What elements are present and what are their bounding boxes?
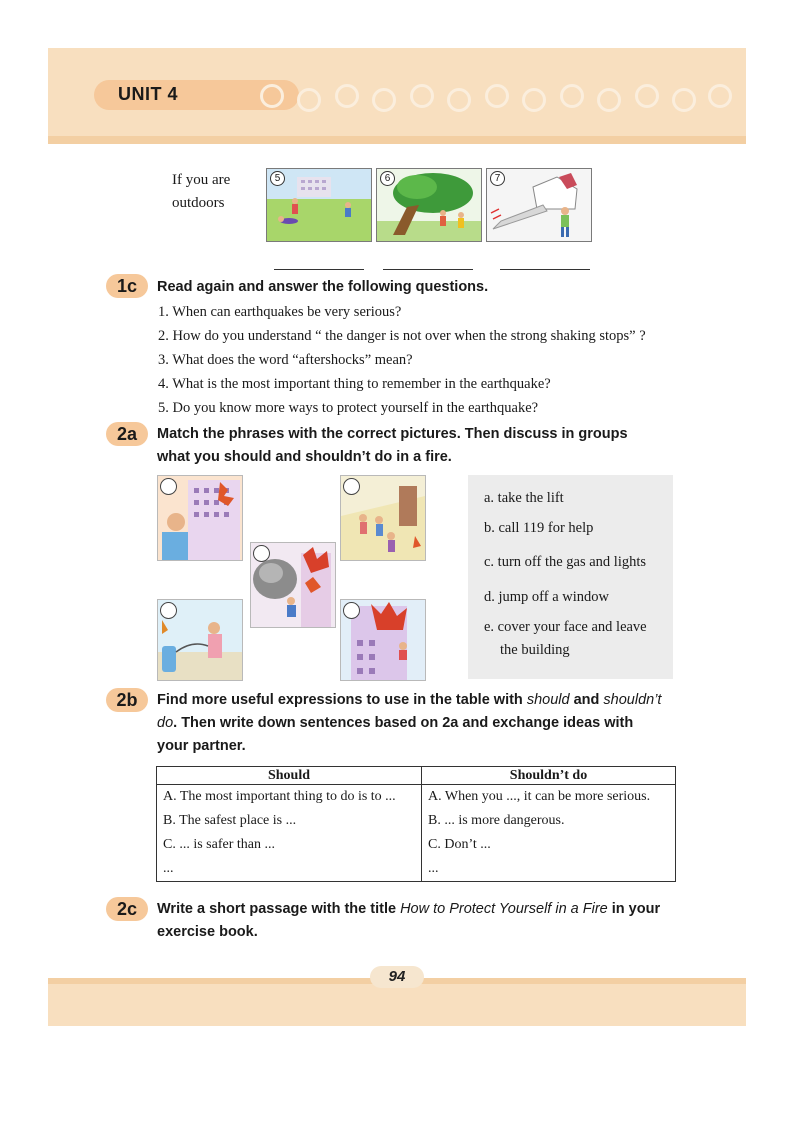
answer-blank[interactable] [274, 269, 364, 270]
phrase-item: a. take the lift [484, 490, 564, 506]
picture-number: 7 [490, 171, 505, 186]
section-2a-instruction-line2: what you should and shouldn’t do in a fire. [157, 449, 452, 465]
italic-should: should [526, 692, 570, 708]
section-2b-instruction-line2 [157, 712, 633, 735]
question-item: 2. How do you understand “ the danger is not over when the strong shaking stops” ? [158, 328, 646, 344]
section-badge-2a: 2a [106, 422, 148, 446]
picture-number: 6 [380, 171, 395, 186]
phrase-item: c. turn off the gas and lights [484, 554, 647, 570]
answer-blank[interactable] [500, 269, 590, 270]
ring-decoration [335, 84, 359, 108]
picture-6-tree-falling [376, 168, 482, 242]
match-circle[interactable] [343, 478, 360, 495]
text-run: Find more useful expressions to use in the table with [157, 692, 527, 708]
section-1c-instruction: Read again and answer the following questions. [157, 279, 489, 295]
phrase-item: d. jump off a window [484, 589, 609, 605]
section-2a-instruction-line1: Match the phrases with the correct pictures. Then discuss in groups [157, 426, 628, 442]
match-circle[interactable] [160, 478, 177, 495]
page-number: 94 [388, 968, 406, 985]
question-item: 3. What does the word “aftershocks” mean? [158, 352, 413, 368]
ring-decoration [372, 88, 396, 112]
fire-picture-window [340, 599, 426, 681]
section-2b-instruction-line1 [157, 689, 661, 712]
question-item: 5. Do you know more ways to protect yourself in the earthquake? [158, 400, 539, 416]
section-2b-instruction-line3: your partner. [157, 738, 246, 754]
phrases-box [468, 475, 673, 679]
question-item: 4. What is the most important thing to remember in the earthquake? [158, 376, 551, 392]
text-run: . Then write down sentences based on 2a and exchange ideas with [173, 715, 634, 731]
section-badge-2b: 2b [106, 688, 148, 712]
textbook-page [48, 48, 746, 1026]
picture-7-falling-pole [486, 168, 592, 242]
fire-picture-lift [340, 475, 426, 561]
text-run: Write a short passage with the title [157, 901, 401, 917]
ring-decoration [635, 84, 659, 108]
answer-blank[interactable] [383, 269, 473, 270]
ring-decoration [560, 84, 584, 108]
ring-decoration [297, 88, 321, 112]
section-2c-instruction-line2: exercise book. [157, 924, 258, 940]
ring-decoration [260, 84, 284, 108]
table-cell: B. ... is more dangerous. [422, 809, 676, 833]
fire-picture-calling [157, 475, 243, 561]
table-cell: C. Don’t ... [422, 833, 676, 857]
column-header-shouldnt: Shouldn’t do [422, 767, 676, 785]
unit-title: UNIT 4 [118, 84, 179, 104]
ring-decoration [672, 88, 696, 112]
text-run: in your [607, 901, 661, 917]
fire-picture-gas [157, 599, 243, 681]
should-shouldnt-table [156, 766, 676, 882]
match-circle[interactable] [253, 545, 270, 562]
table-cell: C. ... is safer than ... [157, 833, 422, 857]
section-badge-1c: 1c [106, 274, 148, 298]
table-row [157, 833, 676, 857]
italic-do: do [157, 715, 174, 731]
ring-decoration [708, 84, 732, 108]
table-cell: ... [422, 857, 676, 882]
ring-decoration [447, 88, 471, 112]
table-cell: A. When you ..., it can be more serious. [422, 785, 676, 810]
text-run: and [569, 692, 604, 708]
header-stripe [48, 136, 746, 144]
section-badge-2c: 2c [106, 897, 148, 921]
table-cell: ... [157, 857, 422, 882]
outdoor-label: If you are outdoors [172, 172, 231, 211]
phrase-item: b. call 119 for help [484, 520, 594, 536]
picture-5-outdoor-field [266, 168, 372, 242]
match-circle[interactable] [160, 602, 177, 619]
ring-decoration [410, 84, 434, 108]
table-cell: B. The safest place is ... [157, 809, 422, 833]
ring-decoration [485, 84, 509, 108]
table-row [157, 809, 676, 833]
column-header-should: Should [157, 767, 422, 785]
italic-passage-title: How to Protect Yourself in a Fire [400, 901, 608, 917]
phrase-item: e. cover your face and leave [484, 619, 647, 635]
table-header-row [157, 767, 676, 785]
section-2c-instruction-line1 [157, 898, 660, 921]
question-item: 1. When can earthquakes be very serious? [158, 304, 402, 320]
phrase-item-continuation: the building [500, 642, 570, 658]
table-cell: A. The most important thing to do is to ... [157, 785, 422, 810]
table-row [157, 857, 676, 882]
fire-picture-covering-face [250, 542, 336, 628]
picture-number: 5 [270, 171, 285, 186]
ring-decoration [522, 88, 546, 112]
match-circle[interactable] [343, 602, 360, 619]
table-row [157, 785, 676, 810]
ring-decoration [597, 88, 621, 112]
italic-shouldnt: shouldn’t [603, 692, 662, 708]
